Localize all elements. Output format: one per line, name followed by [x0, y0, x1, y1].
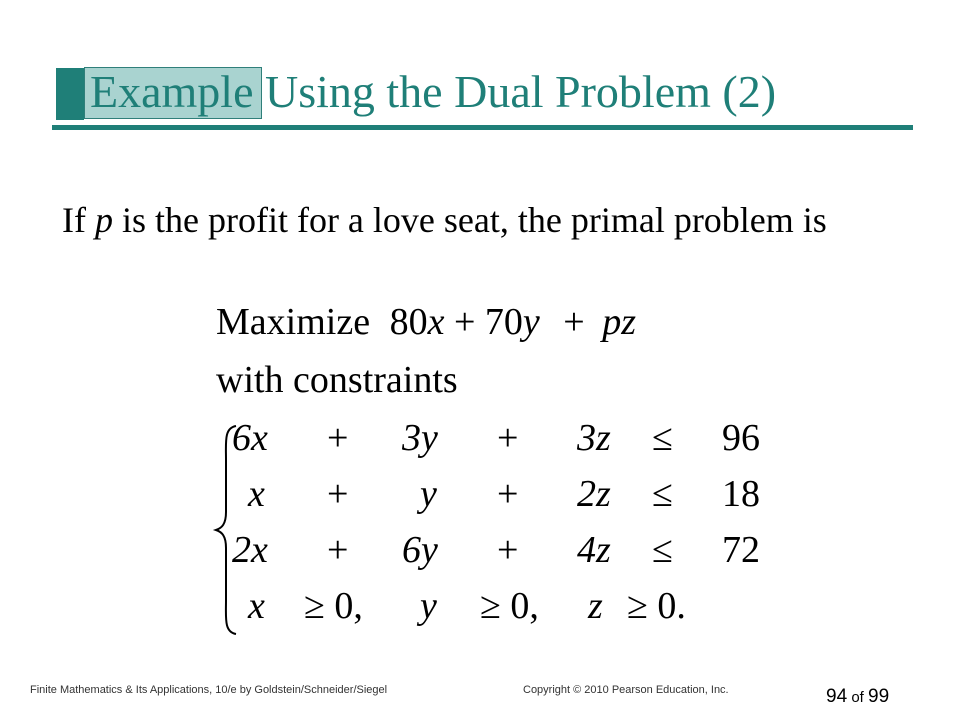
obj-plus-1: +	[453, 301, 476, 343]
constraint-plus: +	[497, 473, 519, 515]
obj-var-y: y	[522, 301, 540, 343]
constraint-plus: +	[327, 529, 349, 571]
obj-coef-x: 80	[389, 301, 428, 343]
body-paragraph	[62, 196, 862, 244]
title-accent-square	[56, 68, 84, 120]
footer-book-title: Finite Mathematics & Its Applications, 10/e by Goldstein/Schneider/Siegel	[30, 684, 388, 696]
page-of: of	[851, 689, 864, 706]
constraint-term: 6x	[232, 417, 268, 459]
title-rest: Using the Dual Problem (2)	[253, 66, 777, 117]
obj-var-x: x	[427, 301, 445, 343]
constraint-rhs: 72	[722, 529, 760, 571]
objective-function	[216, 300, 636, 344]
title-underline	[52, 125, 913, 130]
body-variable: p	[94, 200, 113, 240]
page-current: 94	[826, 686, 848, 707]
constraint-term: 3y	[402, 417, 438, 459]
obj-plus-2: +	[563, 301, 585, 343]
constraints-label: with constraints	[216, 359, 458, 401]
nonneg-y: ≥ 0,	[480, 585, 539, 627]
maximize-label: Maximize	[216, 301, 371, 343]
obj-coef-p: p	[602, 301, 622, 343]
constraint-term: y	[420, 473, 437, 515]
obj-var-z: z	[621, 301, 636, 343]
constraint-plus: +	[327, 473, 349, 515]
constraint-term: 4z	[577, 529, 611, 571]
constraint-leq: ≤	[652, 417, 673, 459]
body-text-post: is the profit for a love seat, the primal problem is	[112, 200, 827, 240]
body-text-pre: If	[62, 200, 95, 240]
page-total: 99	[868, 686, 890, 707]
constraint-term: 6y	[402, 529, 438, 571]
nonneg-x: ≥ 0,	[304, 585, 363, 627]
constraint-rhs: 18	[722, 473, 760, 515]
nonneg-var-y: y	[420, 585, 437, 627]
constraint-plus: +	[497, 529, 519, 571]
constraint-plus: +	[497, 417, 519, 459]
nonneg-var-z: z	[588, 585, 603, 627]
page-number	[826, 686, 889, 708]
constraint-plus: +	[327, 417, 349, 459]
constraint-rhs: 96	[722, 417, 760, 459]
constraint-leq: ≤	[652, 473, 673, 515]
constraint-system	[232, 416, 792, 636]
slide-title	[90, 62, 776, 122]
constraint-term: 3z	[577, 417, 611, 459]
constraint-leq: ≤	[652, 529, 673, 571]
footer-copyright: Copyright © 2010 Pearson Education, Inc.	[523, 684, 729, 696]
title-highlight-word: Example	[90, 66, 254, 117]
nonneg-var-x: x	[248, 585, 265, 627]
nonneg-z: ≥ 0.	[627, 585, 686, 627]
constraint-term: x	[248, 473, 265, 515]
constraint-term: 2x	[232, 529, 268, 571]
obj-coef-y: 70	[484, 301, 523, 343]
constraint-term: 2z	[577, 473, 611, 515]
